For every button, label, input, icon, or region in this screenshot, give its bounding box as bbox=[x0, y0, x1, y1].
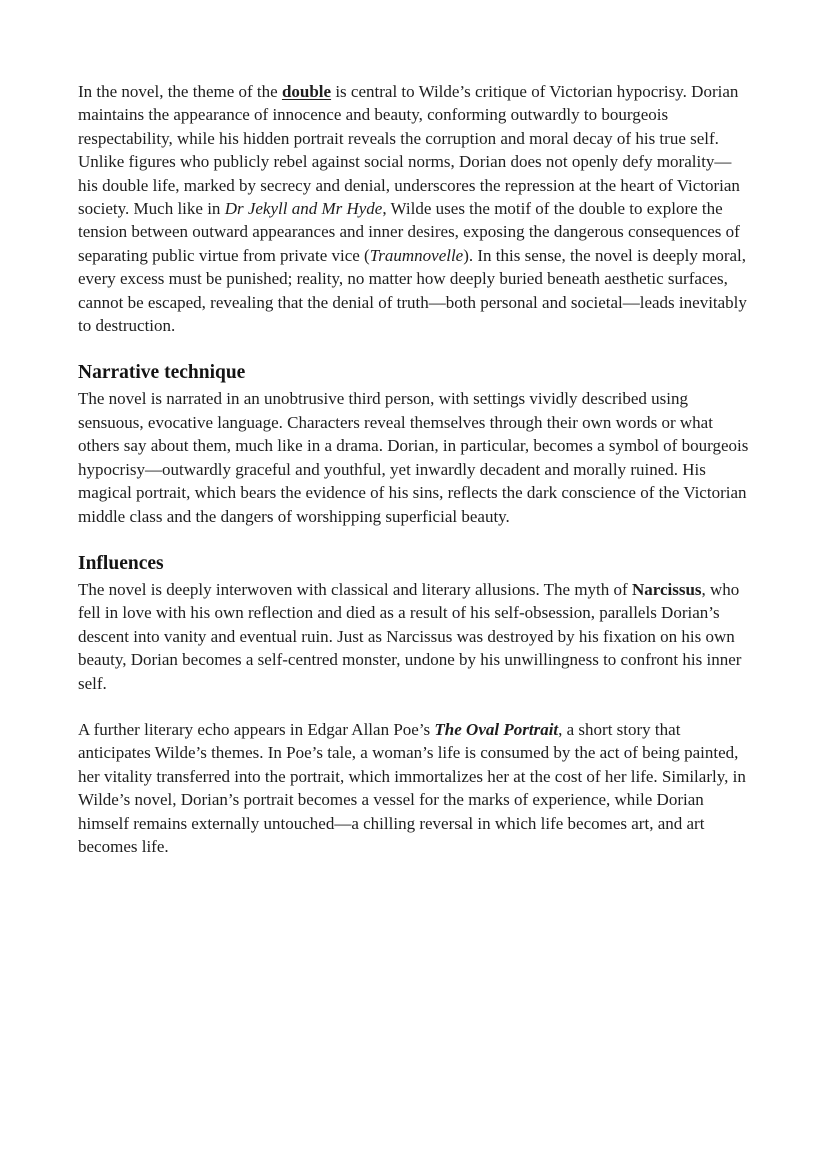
text-run-normal: is central to Wilde’s critique of Victorian hypocrisy. Dorian maintains the appearance of innocence and beauty, conforming outwardly to bourgeois respectability, while his hidden portrait reveals the corruption and moral decay of his true self. Unlike figures who publicly rebel against social norms, Dorian does not openly defy morality—his double life, marked by secrecy and denial, underscores the repression at the heart of Victorian society. Much like in bbox=[78, 82, 740, 219]
text-run-normal: ). In this sense, the novel is deeply moral, every excess must be punished; reality, no matter how deeply buried beneath aesthetic surfaces, cannot be escaped, revealing that the denial of truth—both personal and societal—leads inevitably to destruction. bbox=[78, 245, 747, 336]
text-run-normal: In the novel, the theme of the bbox=[78, 82, 282, 101]
document-body bbox=[78, 80, 750, 858]
text-run-bold-italic: The Oval Portrait bbox=[434, 719, 559, 739]
text-run-normal: A further literary echo appears in Edgar Allan Poe’s bbox=[78, 719, 435, 739]
text-run-normal: The novel is narrated in an unobtrusive third person, with settings vividly described using sensuous, evocative language. Characters reveal themselves through their own words or what others say about them, much like in a drama. Dorian, in particular, becomes a symbol of bourgeois hypocrisy—outwardly graceful and youthful, yet inwardly decadent and morally ruined. His magical portrait, which bears the evidence of his sins, reflects the dark conscience of the Victorian middle class and the dangers of worshipping superficial beauty. bbox=[78, 389, 749, 526]
paragraph-narcissus bbox=[78, 578, 750, 695]
text-run-bold: Narcissus bbox=[631, 579, 702, 599]
text-run-normal: , a short story that anticipates Wilde’s themes. In Poe’s tale, a woman’s life is consumed by the act of being painted, her vitality transferred into the portrait, which immortalizes her at the cost of her life. Similarly, in Wilde’s novel, Dorian’s portrait becomes a vessel for the marks of experience, while Dorian himself remains externally untouched—a chilling reversal in which life becomes art, and art becomes life. bbox=[78, 719, 746, 856]
paragraph-narrative-technique bbox=[78, 387, 750, 527]
text-run-italic: Dr Jekyll and Mr Hyde bbox=[224, 199, 383, 219]
heading-influences: Influences bbox=[78, 552, 164, 574]
text-run-italic: Traumnovelle bbox=[369, 245, 464, 265]
text-run-normal: , who fell in love with his own reflection and died as a result of his self-obsession, parallels Dorian’s descent into vanity and eventual ruin. Just as Narcissus was destroyed by his fixation on his own beauty, Dorian becomes a self-centred monster, undone by his unwillingness to confront his inner self. bbox=[78, 579, 742, 693]
text-run-normal: , Wilde uses the motif of the double to explore the tension between outward appearances and inner desires, exposing the dangerous consequences of separating public virtue from private vice ( bbox=[78, 199, 740, 265]
paragraph-oval-portrait bbox=[78, 718, 750, 858]
paragraph-double-theme bbox=[78, 80, 750, 337]
text-run-normal: The novel is deeply interwoven with classical and literary allusions. The myth of bbox=[78, 579, 632, 599]
heading-narrative-technique: Narrative technique bbox=[78, 362, 246, 384]
text-run-bold-underline: double bbox=[281, 82, 332, 101]
